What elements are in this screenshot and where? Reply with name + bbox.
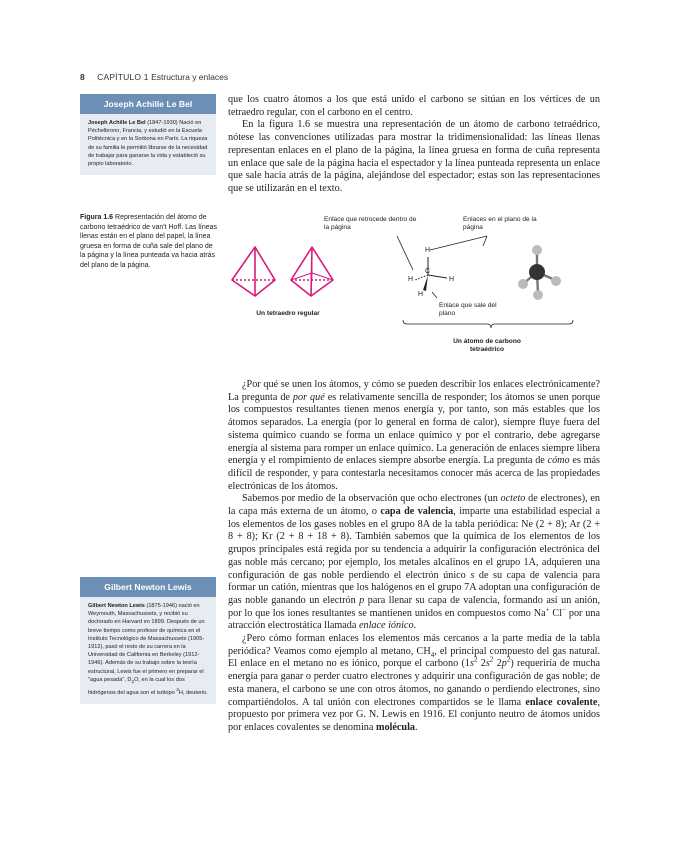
hydrogen-atom	[533, 290, 543, 300]
superscript: 2	[176, 687, 179, 693]
carbon-brace	[403, 320, 573, 328]
paragraph: que los cuatro átomos a los que está unido el carbono se sitúan en los vértices de un tetraedro regular, con el carbono en el centro.	[228, 94, 600, 118]
atom-label-h: H	[449, 276, 455, 283]
biography-body: nació en Weymouth, Massachussets, y recibió su doctorado en Harvard en 1899. Después de un breve tiempo como profesor de química en el Instituto Tecnológico de Massachussets (1905-1912), pasó el resto de su carrera en la Universidad de California en Berkeley (1912-1946). Además de su trabajo sobre la teoría estructural, Lewis fue el primero en preparar el "agua pesada", D	[88, 603, 205, 683]
figure-tetrahedral-carbon	[225, 210, 585, 360]
tetrahedron-2	[291, 247, 333, 296]
paragraph: En la figura 1.6 se muestra una representación de un átomo de carbono tetraédrico, nótese las convenciones utilizadas para mostrar la tridimensionalidad: las líneas llenas representan enlaces en el plano de la página, la línea gruesa en forma de cuña representa un enlace que sale de la página hacia el espectador y la línea punteada representa un enlace que sale hacia atrás de la página, alejándose del espectador; estas son las representaciones que se utilizarán en el texto.	[228, 119, 600, 194]
figure-label: Figura 1.6	[80, 214, 114, 221]
biography-body: Nació en Péchelbronn, Francia, y estudió en la Escuela Politécnica y en la Sorbona en París. La riqueza de su familia le permitió librarse de la necesidad de trabajar para ganarse la vida y estableció su propio laboratorio.	[88, 120, 208, 168]
biography-title: Gilbert Newton Lewis	[80, 577, 216, 597]
label-wedge-bond: Enlace que sale del plano	[439, 302, 497, 318]
biography-text	[80, 114, 216, 175]
biography-name: Joseph Achille Le Bel	[88, 120, 146, 126]
body-text-top	[228, 94, 600, 196]
label-tetrahedron: Un tetraedro regular	[256, 310, 320, 317]
atom-label-h: H	[418, 291, 424, 298]
chapter-label: CAPÍTULO 1	[97, 72, 149, 82]
tetrahedron-1	[232, 247, 275, 296]
figure-caption	[80, 213, 220, 271]
biography-body: H, deuterio.	[178, 690, 208, 696]
pointer-lines	[397, 236, 487, 298]
biography-title: Joseph Achille Le Bel	[80, 94, 216, 114]
carbon-structure	[415, 257, 447, 291]
carbon-atom	[529, 264, 545, 280]
label-dashed-bond: Enlace que retrocede dentro de la página	[324, 216, 417, 232]
biography-box-lebel	[80, 94, 216, 175]
biography-years: (1847-1930)	[147, 120, 178, 126]
paragraph: ¿Pero cómo forman enlaces los elementos más cercanos a la parte media de la tabla periódica? Veamos como ejemplo al metano, $CH_4$, el principal compuesto del gas natural. El enlace en el metano no es iónico, porque el carbono ($1s^2$ $2s^2$ $2p^2$) requeriría de mucha energía para ganar o perder cuatro electrones y adquirir una configuración de gas noble; de esta manera, el carbono se une con otros átomos, no ganando o perdiendo electrones, sino compartiéndolos. A tal unión con electrones compartidos se le llama enlace covalente, propuesto por primera vez por G. N. Lewis en 1916. El conjunto neutro de átomos unidos por enlaces covalentes se denomina molécula.	[228, 633, 601, 733]
hydrogen-atom	[551, 276, 561, 286]
paragraph: Sabemos por medio de la observación que ocho electrones (un octeto de electrones), en la capa más externa de un átomo, o capa de valencia, imparte una estabilidad especial a los elementos de los gases nobles en el grupo 8A de la tabla periódica: Ne (2 + 8); Ar (2 + 8 + 8); Kr (2 + 8 + 18 + 8). También sabemos que la química de los elementos de los grupos principales está regida por su tendencia a adquirir la configuración electrónica del gas noble más cercano; por ejemplo, los metales alcalinos en el grupo 1A, adquieren una configuración de gas noble perdiendo el electrón único s de su capa de valencia para formar un catión, mientras que los halógenos en el grupo 7A adoptan una configuración de gas noble ganando un electrón p para llenar su capa de valencia, formando así un anión, por lo que los iones resultantes se mantienen unidos en compuestos como Na+ Cl− por una atracción electrostática llamada enlace iónico.	[228, 493, 600, 632]
body-text-bottom	[228, 379, 600, 735]
biography-text	[80, 597, 216, 704]
label-inplane-bonds: Enlaces en el plano de la página	[463, 216, 537, 232]
hydrogen-atom	[532, 245, 542, 255]
biography-name: Gilbert Newton Lewis	[88, 603, 145, 609]
label-tetrahedral-carbon: Un átomo de carbono tetraédrico	[453, 338, 521, 354]
atom-label-h: H	[408, 276, 414, 283]
atom-label-h: H	[425, 247, 431, 254]
figure-caption-text: Representación del átomo de carbono tetraédrico de van't Hoff. Las líneas llenas están en el plano del papel, la línea gruesa en forma de cuña sale del plano de la página y la línea punteada va hacia atrás del plano de la página.	[80, 214, 218, 269]
hydrogen-atom	[518, 279, 528, 289]
subscript: 2	[131, 678, 135, 684]
term-valence-shell: capa de valencia	[380, 506, 454, 518]
running-head	[80, 72, 228, 82]
biography-body: O, en la cual los dos hidrógenos del agua son el isótopo	[88, 676, 185, 696]
ball-and-stick-model	[518, 245, 561, 300]
term-covalent-bond: enlace covalente	[525, 696, 598, 708]
paragraph: ¿Por qué se unen los átomos, y cómo se pueden describir los enlaces electrónicamente? La pregunta de por qué es relativamente sencilla de responder; los átomos se unen porque los compuestos resultantes tienen menos energía y, por tanto, son más estables que los átomos separados. La energía (por lo general en forma de calor), siempre fluye fuera del sistema químico cuando se forma un enlace químico y por el contrario, debe agregarse energía al sistema para romper un enlace químico. La generación de enlaces siempre libera energía y el rompimiento de enlaces siempre absorbe energía. La pregunta de cómo es más difícil de responder, y para contestarla necesitamos conocer más acerca de las propiedades electrónicas de los átomos.	[228, 379, 600, 492]
biography-years: (1875-1946)	[146, 603, 177, 609]
chapter-title: Estructura y enlaces	[151, 72, 229, 82]
biography-box-lewis	[80, 577, 216, 704]
page-number: 8	[80, 72, 85, 82]
atom-label-c: C	[425, 268, 431, 275]
term-molecule: molécula	[375, 721, 415, 733]
